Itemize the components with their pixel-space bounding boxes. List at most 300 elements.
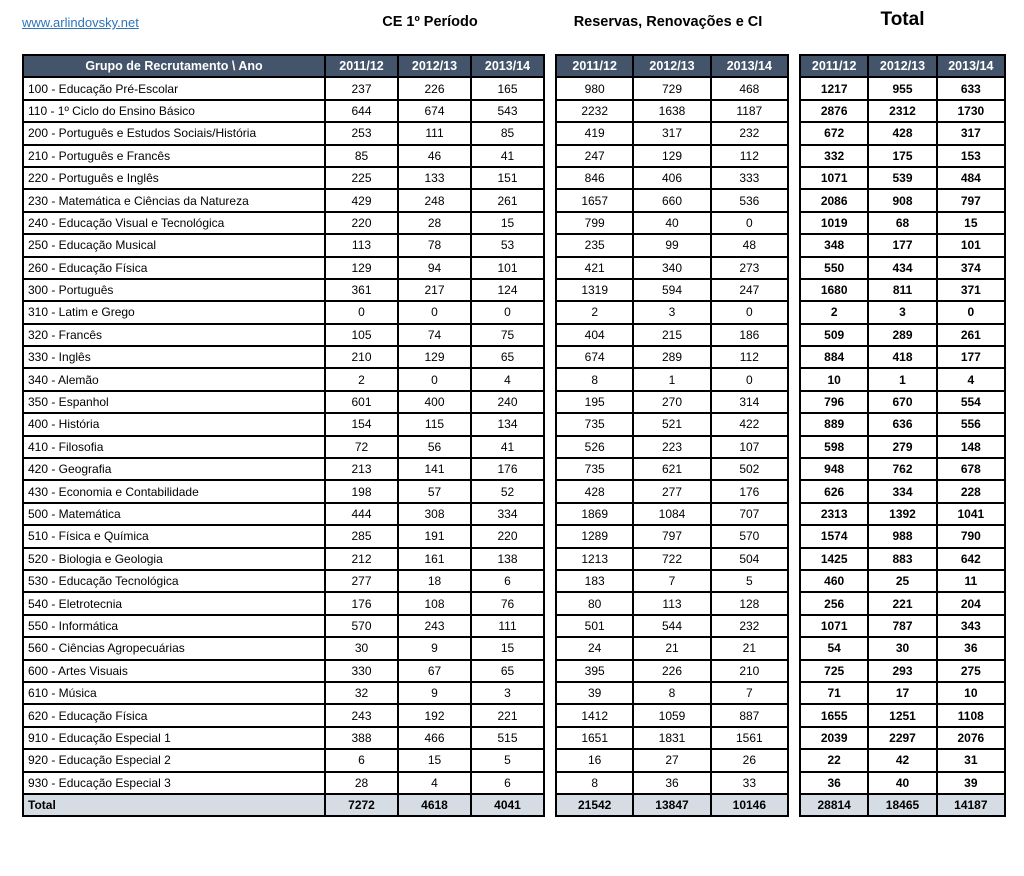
value-cell: 33 (711, 772, 788, 794)
column-header-year: 2011/12 (325, 55, 398, 77)
table-row (556, 615, 788, 637)
value-cell: 124 (471, 279, 544, 301)
row-label: 430 - Economia e Contabilidade (23, 480, 325, 502)
table-row (800, 368, 1005, 390)
table-row (800, 592, 1005, 614)
value-cell: 275 (937, 660, 1005, 682)
value-cell: 889 (800, 413, 868, 435)
value-cell: 217 (398, 279, 471, 301)
value-cell: 273 (711, 257, 788, 279)
value-cell: 198 (325, 480, 398, 502)
value-cell: 112 (711, 145, 788, 167)
value-cell: 176 (325, 592, 398, 614)
column-header-year: 2012/13 (868, 55, 936, 77)
value-cell: 30 (868, 637, 936, 659)
table-row (23, 772, 544, 794)
table-row (23, 727, 544, 749)
value-cell: 6 (325, 749, 398, 771)
value-cell: 0 (325, 301, 398, 323)
value-cell: 948 (800, 458, 868, 480)
row-label: 420 - Geografia (23, 458, 325, 480)
table-ce-periodo (22, 54, 545, 817)
column-header-grupo: Grupo de Recrutamento \ Ano (23, 55, 325, 77)
value-cell: 626 (800, 480, 868, 502)
value-cell: 554 (937, 391, 1005, 413)
value-cell: 735 (556, 458, 633, 480)
table-row (23, 413, 544, 435)
value-cell: 289 (868, 324, 936, 346)
value-cell: 846 (556, 167, 633, 189)
value-cell: 1392 (868, 503, 936, 525)
table-row (556, 122, 788, 144)
row-label: 200 - Português e Estudos Sociais/História (23, 122, 325, 144)
table-row (556, 301, 788, 323)
value-cell: 1651 (556, 727, 633, 749)
value-cell: 21542 (556, 794, 633, 816)
value-cell: 0 (937, 301, 1005, 323)
value-cell: 112 (711, 346, 788, 368)
value-cell: 1425 (800, 548, 868, 570)
value-cell: 9 (398, 682, 471, 704)
table-row (556, 368, 788, 390)
value-cell: 40 (633, 212, 710, 234)
value-cell: 111 (398, 122, 471, 144)
value-cell: 333 (711, 167, 788, 189)
value-cell: 115 (398, 413, 471, 435)
value-cell: 226 (633, 660, 710, 682)
value-cell: 25 (868, 570, 936, 592)
value-cell: 8 (556, 368, 633, 390)
value-cell: 883 (868, 548, 936, 570)
value-cell: 26 (711, 749, 788, 771)
value-cell: 52 (471, 480, 544, 502)
value-cell: 334 (868, 480, 936, 502)
value-cell: 811 (868, 279, 936, 301)
value-cell: 908 (868, 189, 936, 211)
row-label: 620 - Educação Física (23, 704, 325, 726)
value-cell: 4 (937, 368, 1005, 390)
value-cell: 7 (633, 570, 710, 592)
value-cell: 621 (633, 458, 710, 480)
value-cell: 39 (937, 772, 1005, 794)
value-cell: 4618 (398, 794, 471, 816)
value-cell: 0 (711, 368, 788, 390)
value-cell: 1217 (800, 77, 868, 99)
value-cell: 237 (325, 77, 398, 99)
table-row (800, 413, 1005, 435)
table-row (800, 122, 1005, 144)
value-cell: 1561 (711, 727, 788, 749)
value-cell: 5 (471, 749, 544, 771)
value-cell: 343 (937, 615, 1005, 637)
value-cell: 796 (800, 391, 868, 413)
value-cell: 395 (556, 660, 633, 682)
value-cell: 762 (868, 458, 936, 480)
value-cell: 1251 (868, 704, 936, 726)
value-cell: 204 (937, 592, 1005, 614)
table-row (23, 324, 544, 346)
value-cell: 15 (937, 212, 1005, 234)
table-row (556, 167, 788, 189)
value-cell: 161 (398, 548, 471, 570)
row-label: 410 - Filosofia (23, 436, 325, 458)
row-label: 210 - Português e Francês (23, 145, 325, 167)
table-row (800, 525, 1005, 547)
row-label: 110 - 1º Ciclo do Ensino Básico (23, 100, 325, 122)
value-cell: 674 (398, 100, 471, 122)
value-cell: 175 (868, 145, 936, 167)
value-cell: 544 (633, 615, 710, 637)
table-row (23, 548, 544, 570)
value-cell: 8 (556, 772, 633, 794)
table-row (556, 570, 788, 592)
value-cell: 42 (868, 749, 936, 771)
value-cell: 887 (711, 704, 788, 726)
value-cell: 2 (800, 301, 868, 323)
value-cell: 240 (471, 391, 544, 413)
row-label: 560 - Ciências Agropecuárias (23, 637, 325, 659)
table-row (23, 145, 544, 167)
value-cell: 165 (471, 77, 544, 99)
value-cell: 46 (398, 145, 471, 167)
table-row (800, 480, 1005, 502)
value-cell: 54 (800, 637, 868, 659)
value-cell: 101 (937, 234, 1005, 256)
value-cell: 1 (633, 368, 710, 390)
value-cell: 53 (471, 234, 544, 256)
value-cell: 228 (937, 480, 1005, 502)
table-row (800, 637, 1005, 659)
value-cell: 247 (711, 279, 788, 301)
value-cell: 330 (325, 660, 398, 682)
value-cell: 672 (800, 122, 868, 144)
section-title-reservas: Reservas, Renovações e CI (573, 14, 763, 30)
value-cell: 707 (711, 503, 788, 525)
value-cell: 16 (556, 749, 633, 771)
table-row (800, 772, 1005, 794)
section-title-total: Total (880, 9, 925, 30)
row-label: 540 - Eletrotecnia (23, 592, 325, 614)
value-cell: 11 (937, 570, 1005, 592)
value-cell: 406 (633, 167, 710, 189)
value-cell: 221 (868, 592, 936, 614)
value-cell: 99 (633, 234, 710, 256)
value-cell: 735 (556, 413, 633, 435)
value-cell: 75 (471, 324, 544, 346)
value-cell: 10146 (711, 794, 788, 816)
value-cell: 15 (471, 212, 544, 234)
value-cell: 468 (711, 77, 788, 99)
table-row (556, 772, 788, 794)
table-row (800, 346, 1005, 368)
value-cell: 361 (325, 279, 398, 301)
value-cell: 289 (633, 346, 710, 368)
value-cell: 0 (398, 368, 471, 390)
table-row (800, 167, 1005, 189)
value-cell: 191 (398, 525, 471, 547)
value-cell: 78 (398, 234, 471, 256)
table-row (23, 212, 544, 234)
value-cell: 1680 (800, 279, 868, 301)
value-cell: 39 (556, 682, 633, 704)
value-cell: 2 (325, 368, 398, 390)
table-row (23, 301, 544, 323)
table-row (23, 660, 544, 682)
value-cell: 484 (937, 167, 1005, 189)
row-label: 100 - Educação Pré-Escolar (23, 77, 325, 99)
value-cell: 220 (471, 525, 544, 547)
value-cell: 36 (800, 772, 868, 794)
table-row (800, 212, 1005, 234)
value-cell: 3 (633, 301, 710, 323)
value-cell: 223 (633, 436, 710, 458)
column-header-year: 2012/13 (398, 55, 471, 77)
site-link[interactable]: www.arlindovsky.net (22, 15, 139, 30)
row-label: Total (23, 794, 325, 816)
value-cell: 1041 (937, 503, 1005, 525)
value-cell: 2039 (800, 727, 868, 749)
value-cell: 421 (556, 257, 633, 279)
value-cell: 722 (633, 548, 710, 570)
value-cell: 1059 (633, 704, 710, 726)
value-cell: 129 (398, 346, 471, 368)
table-row (556, 324, 788, 346)
value-cell: 1019 (800, 212, 868, 234)
table-row (23, 100, 544, 122)
value-cell: 248 (398, 189, 471, 211)
value-cell: 72 (325, 436, 398, 458)
value-cell: 636 (868, 413, 936, 435)
row-label: 510 - Física e Química (23, 525, 325, 547)
table-row (556, 279, 788, 301)
row-label: 610 - Música (23, 682, 325, 704)
value-cell: 332 (800, 145, 868, 167)
value-cell: 2 (556, 301, 633, 323)
value-cell: 210 (711, 660, 788, 682)
table-total-row (800, 794, 1005, 816)
table-row (556, 480, 788, 502)
row-label: 220 - Português e Inglês (23, 167, 325, 189)
value-cell: 7 (711, 682, 788, 704)
table-row (800, 257, 1005, 279)
value-cell: 598 (800, 436, 868, 458)
value-cell: 28 (398, 212, 471, 234)
value-cell: 108 (398, 592, 471, 614)
value-cell: 4 (398, 772, 471, 794)
value-cell: 57 (398, 480, 471, 502)
value-cell: 0 (471, 301, 544, 323)
value-cell: 210 (325, 346, 398, 368)
value-cell: 215 (633, 324, 710, 346)
value-cell: 14187 (937, 794, 1005, 816)
value-cell: 67 (398, 660, 471, 682)
value-cell: 128 (711, 592, 788, 614)
value-cell: 18465 (868, 794, 936, 816)
table-row (23, 391, 544, 413)
value-cell: 111 (471, 615, 544, 637)
value-cell: 1 (868, 368, 936, 390)
value-cell: 270 (633, 391, 710, 413)
value-cell: 213 (325, 458, 398, 480)
value-cell: 15 (398, 749, 471, 771)
value-cell: 15 (471, 637, 544, 659)
value-cell: 48 (711, 234, 788, 256)
row-label: 230 - Matemática e Ciências da Natureza (23, 189, 325, 211)
value-cell: 247 (556, 145, 633, 167)
value-cell: 0 (711, 212, 788, 234)
value-cell: 18 (398, 570, 471, 592)
value-cell: 404 (556, 324, 633, 346)
row-label: 350 - Espanhol (23, 391, 325, 413)
table-row (556, 77, 788, 99)
table-row (556, 503, 788, 525)
value-cell: 521 (633, 413, 710, 435)
row-label: 930 - Educação Especial 3 (23, 772, 325, 794)
table-row (800, 77, 1005, 99)
value-cell: 515 (471, 727, 544, 749)
value-cell: 3 (868, 301, 936, 323)
value-cell: 113 (633, 592, 710, 614)
table-row (23, 234, 544, 256)
table-row (23, 570, 544, 592)
value-cell: 633 (937, 77, 1005, 99)
value-cell: 308 (398, 503, 471, 525)
value-cell: 94 (398, 257, 471, 279)
value-cell: 0 (711, 301, 788, 323)
value-cell: 2297 (868, 727, 936, 749)
value-cell: 642 (937, 548, 1005, 570)
row-label: 240 - Educação Visual e Tecnológica (23, 212, 325, 234)
value-cell: 444 (325, 503, 398, 525)
table-row (800, 503, 1005, 525)
value-cell: 195 (556, 391, 633, 413)
value-cell: 31 (937, 749, 1005, 771)
table-reservas-renovacoes (555, 54, 789, 817)
value-cell: 790 (937, 525, 1005, 547)
value-cell: 526 (556, 436, 633, 458)
value-cell: 988 (868, 525, 936, 547)
value-cell: 1071 (800, 167, 868, 189)
table-row (556, 100, 788, 122)
table-row (800, 660, 1005, 682)
table-row (800, 704, 1005, 726)
value-cell: 2076 (937, 727, 1005, 749)
value-cell: 509 (800, 324, 868, 346)
value-cell: 502 (711, 458, 788, 480)
value-cell: 601 (325, 391, 398, 413)
table-row (23, 189, 544, 211)
table-row (800, 100, 1005, 122)
value-cell: 1730 (937, 100, 1005, 122)
value-cell: 400 (398, 391, 471, 413)
table-header-row (800, 55, 1005, 77)
value-cell: 154 (325, 413, 398, 435)
row-label: 310 - Latim e Grego (23, 301, 325, 323)
table-row (556, 704, 788, 726)
row-label: 910 - Educação Especial 1 (23, 727, 325, 749)
column-header-year: 2013/14 (471, 55, 544, 77)
table-row (800, 391, 1005, 413)
value-cell: 235 (556, 234, 633, 256)
table-row (556, 145, 788, 167)
value-cell: 2086 (800, 189, 868, 211)
value-cell: 797 (937, 189, 1005, 211)
table-row (800, 727, 1005, 749)
table-row (556, 637, 788, 659)
value-cell: 434 (868, 257, 936, 279)
table-row (800, 324, 1005, 346)
value-cell: 177 (937, 346, 1005, 368)
value-cell: 570 (711, 525, 788, 547)
table-row (800, 189, 1005, 211)
value-cell: 670 (868, 391, 936, 413)
table-row (800, 615, 1005, 637)
value-cell: 225 (325, 167, 398, 189)
value-cell: 725 (800, 660, 868, 682)
table-row (800, 301, 1005, 323)
value-cell: 285 (325, 525, 398, 547)
value-cell: 660 (633, 189, 710, 211)
value-cell: 674 (556, 346, 633, 368)
value-cell: 8 (633, 682, 710, 704)
table-row (556, 682, 788, 704)
table-row (23, 167, 544, 189)
value-cell: 1071 (800, 615, 868, 637)
table-row (556, 234, 788, 256)
value-cell: 3 (471, 682, 544, 704)
value-cell: 428 (868, 122, 936, 144)
value-cell: 277 (633, 480, 710, 502)
row-label: 340 - Alemão (23, 368, 325, 390)
value-cell: 30 (325, 637, 398, 659)
table-row (23, 279, 544, 301)
value-cell: 261 (471, 189, 544, 211)
value-cell: 186 (711, 324, 788, 346)
value-cell: 1187 (711, 100, 788, 122)
value-cell: 1108 (937, 704, 1005, 726)
table-row (556, 436, 788, 458)
table-row (800, 548, 1005, 570)
table-row (23, 637, 544, 659)
value-cell: 317 (937, 122, 1005, 144)
value-cell: 550 (800, 257, 868, 279)
value-cell: 85 (325, 145, 398, 167)
table-row (556, 525, 788, 547)
value-cell: 317 (633, 122, 710, 144)
value-cell: 176 (471, 458, 544, 480)
value-cell: 980 (556, 77, 633, 99)
value-cell: 1574 (800, 525, 868, 547)
value-cell: 314 (711, 391, 788, 413)
value-cell: 192 (398, 704, 471, 726)
value-cell: 1655 (800, 704, 868, 726)
value-cell: 340 (633, 257, 710, 279)
value-cell: 9 (398, 637, 471, 659)
value-cell: 418 (868, 346, 936, 368)
value-cell: 243 (325, 704, 398, 726)
value-cell: 243 (398, 615, 471, 637)
row-label: 530 - Educação Tecnológica (23, 570, 325, 592)
value-cell: 68 (868, 212, 936, 234)
table-row (800, 145, 1005, 167)
value-cell: 80 (556, 592, 633, 614)
row-label: 600 - Artes Visuais (23, 660, 325, 682)
value-cell: 799 (556, 212, 633, 234)
column-header-year: 2011/12 (556, 55, 633, 77)
table-row (556, 413, 788, 435)
value-cell: 151 (471, 167, 544, 189)
value-cell: 153 (937, 145, 1005, 167)
